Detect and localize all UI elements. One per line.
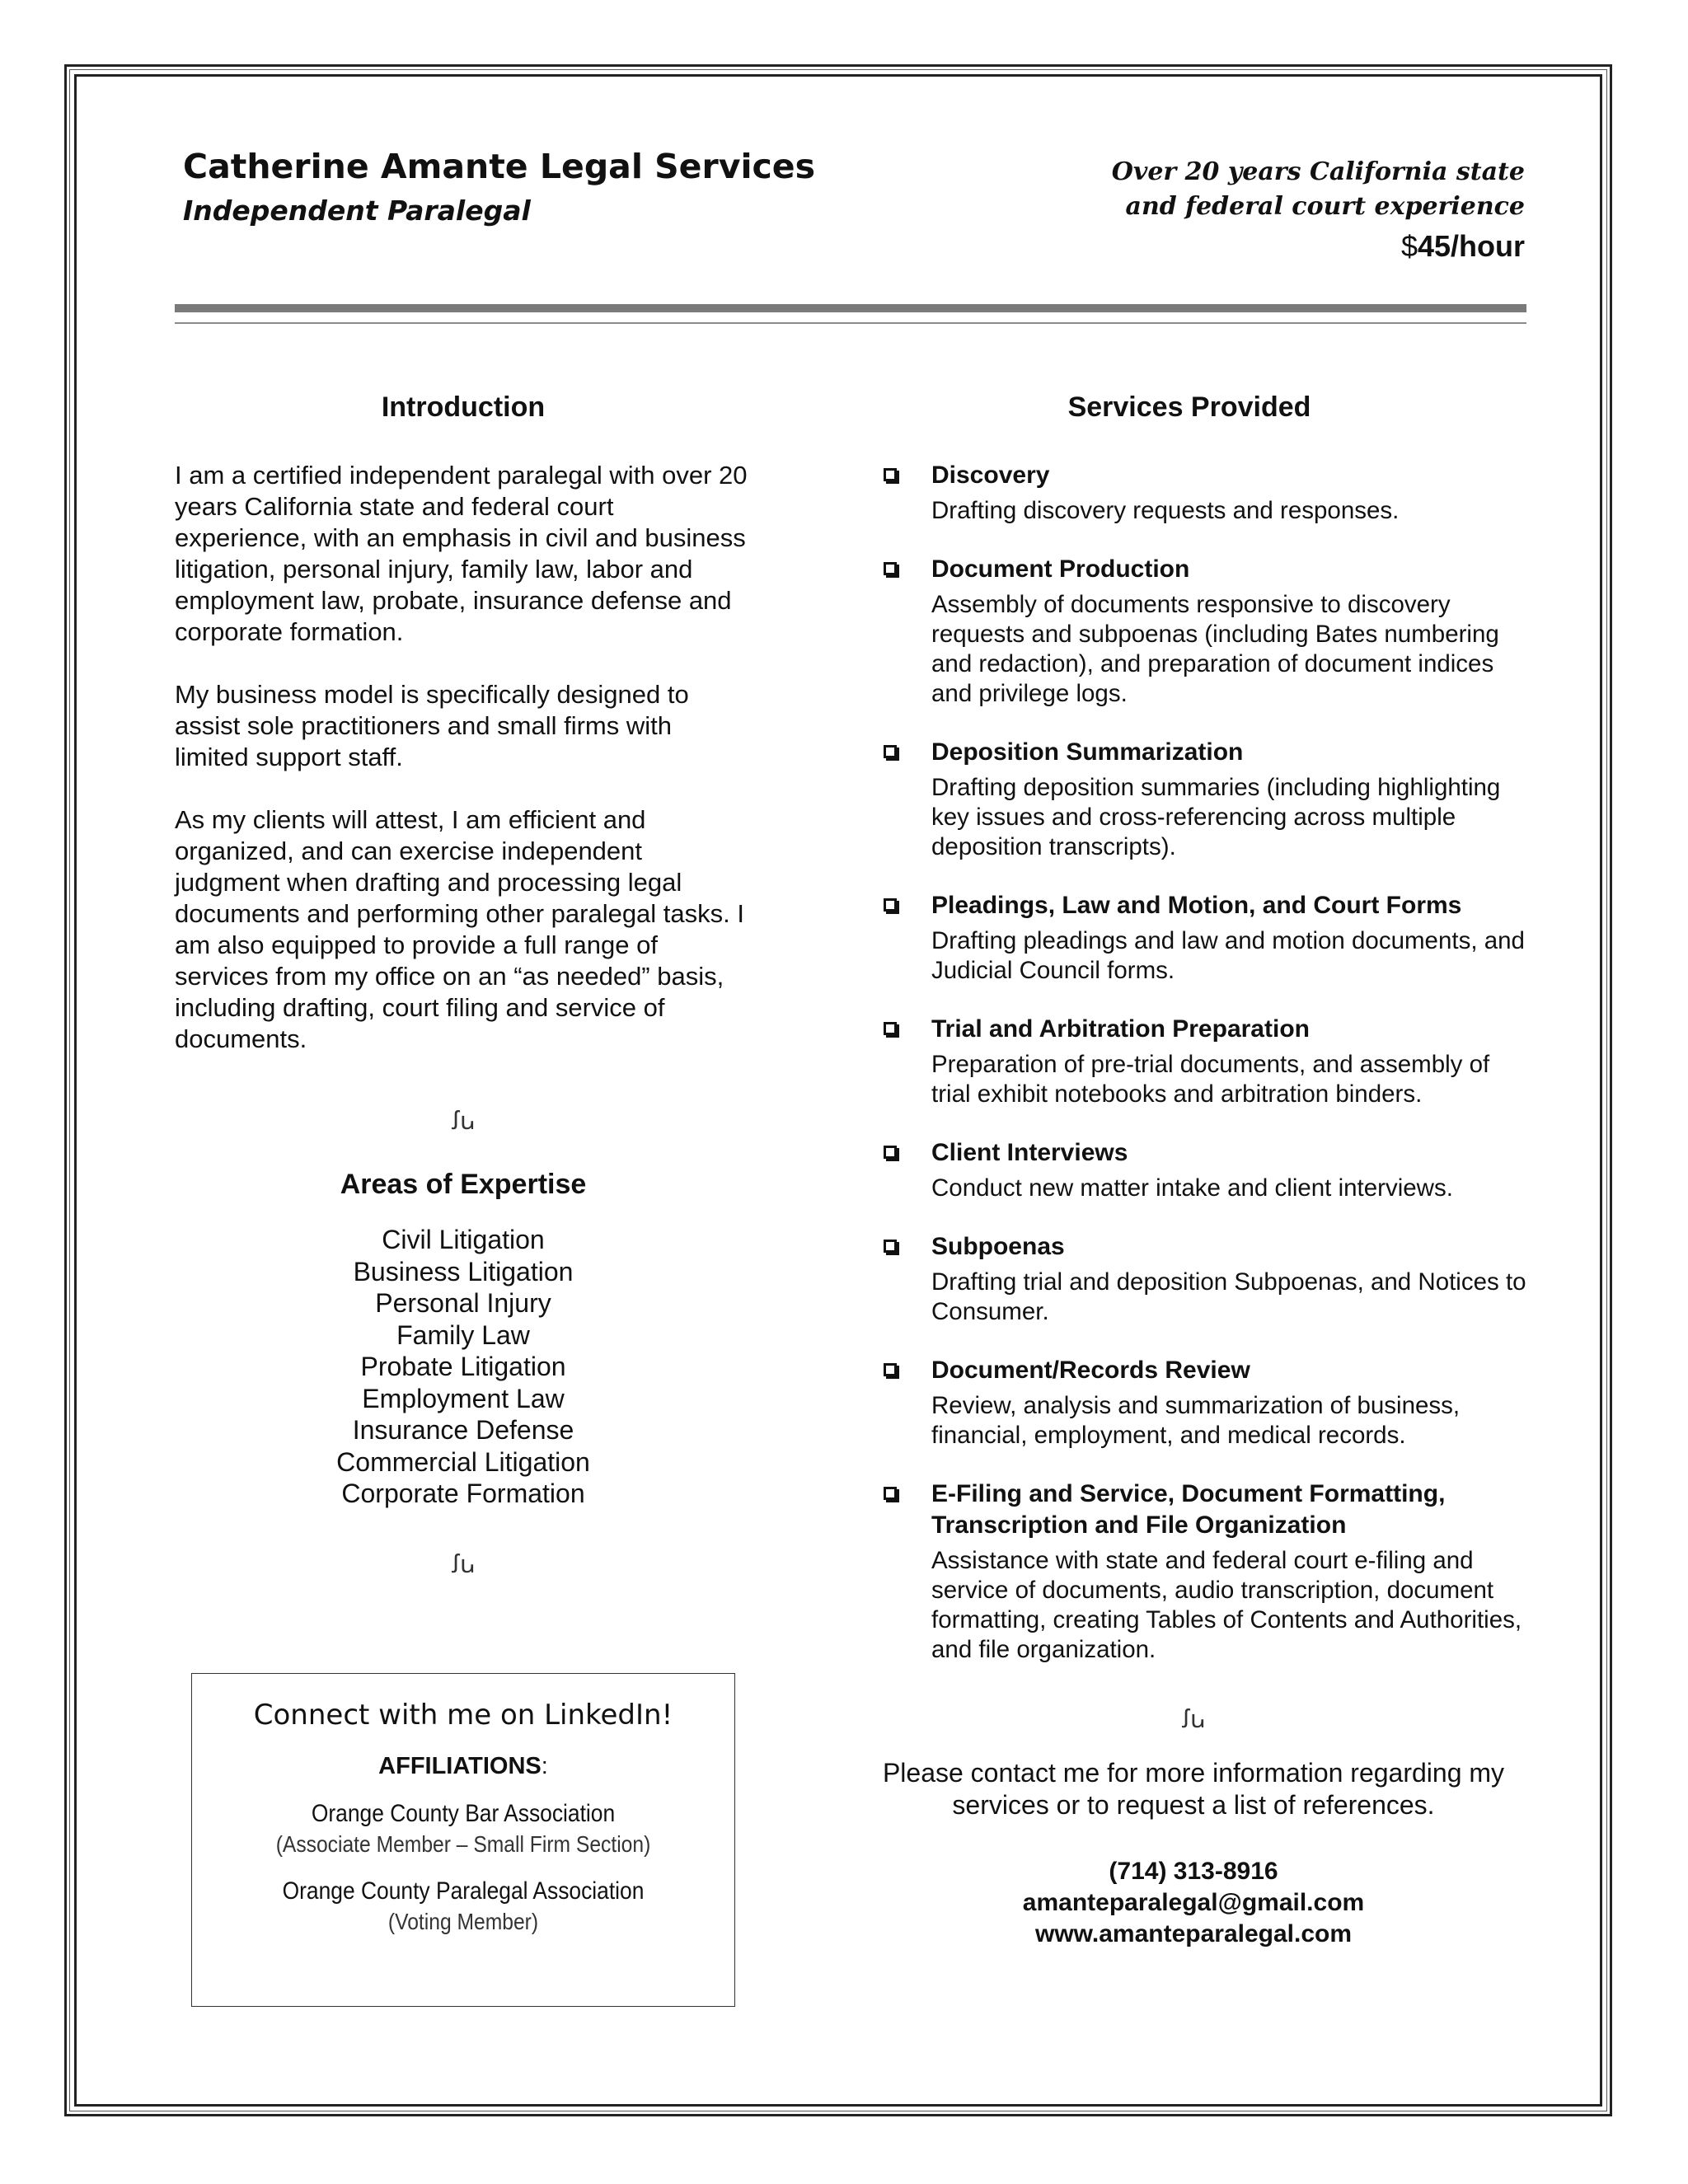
rate-currency: $ <box>1400 229 1418 263</box>
expertise-item: Corporate Formation <box>341 1479 585 1508</box>
linkedin-link[interactable]: Connect with me on LinkedIn! <box>253 1699 673 1732</box>
service-item <box>880 1137 1531 1203</box>
services-heading: Services Provided <box>1067 391 1311 423</box>
service-description: Drafting discovery requests and responses. <box>931 497 1400 524</box>
checkbox-bullet-icon <box>884 898 897 912</box>
service-title: Trial and Arbitration Preparation <box>931 1015 1310 1043</box>
letterhead-right <box>948 155 1525 264</box>
affiliation-org-note: (Associate Member – Small Firm Section) <box>275 1831 651 1857</box>
intro-paragraph: I am a certified independent paralegal with over 20 years California state and federal court experience, with an emphasis in civil and business litigation, personal injury, family law, labor and employment law, probate, insurance defense and corporate formation. <box>175 461 748 646</box>
affiliations-heading: AFFILIATIONS <box>378 1753 542 1779</box>
letterhead-left <box>183 147 815 227</box>
service-title: Pleadings, Law and Motion, and Court Forms <box>931 892 1462 919</box>
introduction-heading: Introduction <box>381 391 546 423</box>
service-description: Assistance with state and federal court e-filing and service of documents, audio transcription, document formatting, creating Tables of Contents and Authorities, and file organization. <box>931 1547 1522 1663</box>
affiliation-org-name: Orange County Bar Association <box>311 1800 616 1827</box>
expertise-item: Family Law <box>396 1319 530 1350</box>
service-description: Drafting pleadings and law and motion documents, and Judicial Council forms. <box>931 927 1525 984</box>
experience-tagline-line1: Over 20 years California state <box>1111 157 1525 186</box>
service-item <box>880 890 1531 986</box>
service-title: Client Interviews <box>931 1139 1128 1166</box>
checkbox-bullet-icon <box>884 468 897 481</box>
affiliations-colon: : <box>541 1753 548 1779</box>
ornament-divider: ꭍꭎ <box>451 1107 476 1136</box>
checkbox-bullet-icon <box>884 1022 897 1035</box>
service-item <box>880 1014 1531 1109</box>
expertise-list <box>175 1224 752 1510</box>
expertise-item: Insurance Defense <box>352 1415 574 1445</box>
header-rule-thin <box>175 322 1526 324</box>
expertise-item: Business Litigation <box>353 1256 574 1286</box>
service-title: Deposition Summarization <box>931 738 1244 766</box>
business-subtitle: Independent Paralegal <box>183 194 531 227</box>
service-item <box>880 460 1531 526</box>
service-title: Subpoenas <box>931 1233 1065 1260</box>
contact-phone[interactable]: (714) 313-8916 <box>1109 1858 1278 1885</box>
service-title: E-Filing and Service, Document Formatting, Transcription and File Organization <box>931 1480 1446 1539</box>
contact-details <box>856 1856 1531 1950</box>
contact-email[interactable]: amanteparalegal@gmail.com <box>1022 1889 1365 1916</box>
contact-website[interactable]: www.amanteparalegal.com <box>1034 1920 1353 1947</box>
checkbox-bullet-icon <box>884 1363 897 1376</box>
contact-message: Please contact me for more information regarding my services or to request a list of references. <box>882 1758 1505 1820</box>
intro-paragraph: My business model is specifically designed to assist sole practitioners and small firms with limited support staff. <box>175 680 689 771</box>
service-title: Document/Records Review <box>931 1357 1250 1384</box>
hourly-rate <box>948 229 1525 264</box>
expertise-item: Probate Litigation <box>360 1352 566 1381</box>
business-name: Catherine Amante Legal Services <box>183 147 816 186</box>
ornament-divider: ꭍꭎ <box>1181 1705 1206 1734</box>
service-description: Preparation of pre-trial documents, and assembly of trial exhibit notebooks and arbitration binders. <box>931 1051 1490 1108</box>
expertise-item: Personal Injury <box>375 1288 551 1318</box>
service-description: Review, analysis and summarization of business, financial, employment, and medical records. <box>931 1392 1461 1449</box>
service-item <box>880 1479 1531 1665</box>
service-description: Assembly of documents responsive to discovery requests and subpoenas (including Bates numbering and redaction), and preparation of document indices and privilege logs. <box>931 591 1499 707</box>
expertise-item: Civil Litigation <box>382 1225 545 1254</box>
ornament-divider: ꭍꭎ <box>451 1549 476 1579</box>
affiliations-label <box>192 1753 734 1780</box>
expertise-item: Commercial Litigation <box>336 1446 590 1477</box>
service-item <box>880 1231 1531 1327</box>
service-item <box>880 737 1531 862</box>
service-description: Conduct new matter intake and client interviews. <box>931 1174 1453 1202</box>
service-title: Document Production <box>931 555 1190 583</box>
rate-value: 45/hour <box>1417 229 1525 263</box>
checkbox-bullet-icon <box>884 562 897 575</box>
header-rule-thick <box>175 304 1526 312</box>
intro-paragraph: As my clients will attest, I am efficient and organized, and can exercise independent judgment when drafting and processing legal documents and performing other paralegal tasks. I am also equipped to provide a full range of services from my office on an “as needed” basis, including drafting, court filing and service of documents. <box>175 805 744 1053</box>
service-description: Drafting deposition summaries (including highlighting key issues and cross-referencing across multiple deposition transcripts). <box>931 774 1501 860</box>
service-item <box>880 554 1531 709</box>
linkedin-affiliations-box <box>191 1673 735 2007</box>
checkbox-bullet-icon <box>884 745 897 758</box>
expertise-item: Employment Law <box>362 1383 565 1413</box>
checkbox-bullet-icon <box>884 1240 897 1253</box>
experience-tagline-line2: and federal court experience <box>1125 192 1525 221</box>
affiliation-org-note: (Voting Member) <box>387 1909 539 1934</box>
right-column <box>880 391 1531 1950</box>
checkbox-bullet-icon <box>884 1146 897 1159</box>
left-column <box>175 391 752 1579</box>
service-title: Discovery <box>931 462 1050 489</box>
expertise-heading: Areas of Expertise <box>340 1169 587 1200</box>
service-item <box>880 1355 1531 1451</box>
checkbox-bullet-icon <box>884 1487 897 1500</box>
affiliation-org-name: Orange County Paralegal Association <box>282 1877 645 1905</box>
service-description: Drafting trial and deposition Subpoenas, and Notices to Consumer. <box>931 1268 1526 1325</box>
